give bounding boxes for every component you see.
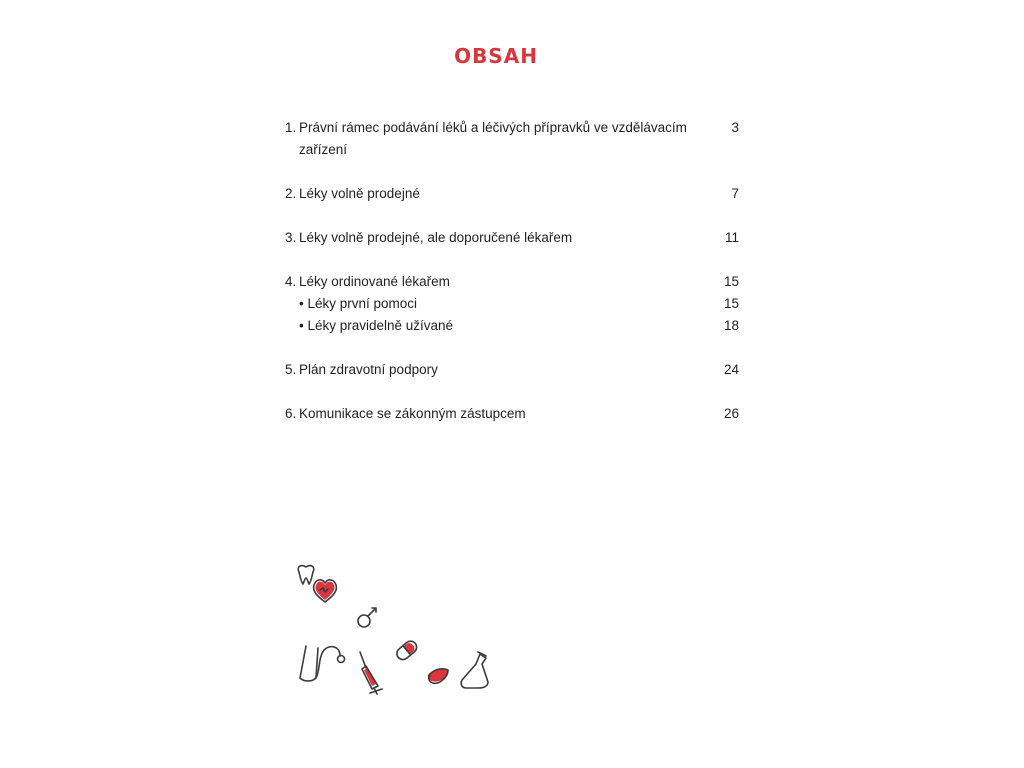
toc-entry-page: 3 — [731, 120, 739, 135]
syringe-icon — [360, 652, 382, 694]
table-of-contents — [285, 117, 739, 447]
toc-entry[interactable] — [285, 271, 739, 293]
toc-entry-number: 3. — [285, 230, 297, 245]
female-symbol-icon — [358, 608, 376, 627]
toc-entry-number: 6. — [285, 406, 297, 421]
drop-icon — [428, 668, 448, 683]
toc-subentries — [285, 293, 739, 337]
toc-subentry[interactable] — [285, 293, 739, 315]
stethoscope-icon — [300, 646, 345, 681]
toc-entry-page: 26 — [723, 406, 739, 421]
toc-subentry-page: 18 — [723, 318, 739, 333]
heart-icon — [314, 580, 337, 602]
toc-entry-page: 7 — [731, 186, 739, 201]
toc-entry[interactable] — [285, 227, 739, 249]
flask-icon — [461, 652, 488, 688]
toc-entry-page: 11 — [724, 230, 739, 245]
toc-entry[interactable] — [285, 403, 739, 425]
pill-icon — [394, 639, 419, 662]
toc-subentry-title: • Léky první pomoci — [299, 296, 418, 311]
toc-subentry-page: 15 — [723, 296, 739, 311]
toc-entry-page: 24 — [723, 362, 739, 377]
toc-entry-title: Plán zdravotní podpory — [299, 362, 438, 377]
toc-subentry[interactable] — [285, 315, 739, 337]
tooth-icon — [298, 566, 314, 584]
toc-entry-title: Komunikace se zákonným zástupcem — [299, 406, 526, 421]
toc-entry[interactable] — [285, 183, 739, 205]
toc-entry[interactable] — [285, 359, 739, 381]
toc-entry-number: 2. — [285, 186, 297, 201]
toc-entry-number: 1. — [285, 120, 297, 135]
toc-entry-number: 4. — [285, 274, 297, 289]
toc-subentry-title: • Léky pravidelně užívané — [299, 318, 454, 333]
medical-icons-illustration — [290, 560, 500, 700]
toc-entry-title: Léky volně prodejné — [299, 186, 420, 201]
page-title: OBSAH — [454, 44, 538, 68]
toc-entry-title: Právní rámec podávání léků a léčivých přípravků ve vzdělávacím zařízení — [299, 120, 687, 157]
toc-entry-number: 5. — [285, 362, 297, 377]
toc-entry-page: 15 — [723, 274, 739, 289]
toc-entry-title: Léky volně prodejné, ale doporučené lékařem — [299, 230, 573, 245]
toc-entry[interactable] — [285, 117, 739, 161]
toc-entry-title: Léky ordinované lékařem — [299, 274, 450, 289]
